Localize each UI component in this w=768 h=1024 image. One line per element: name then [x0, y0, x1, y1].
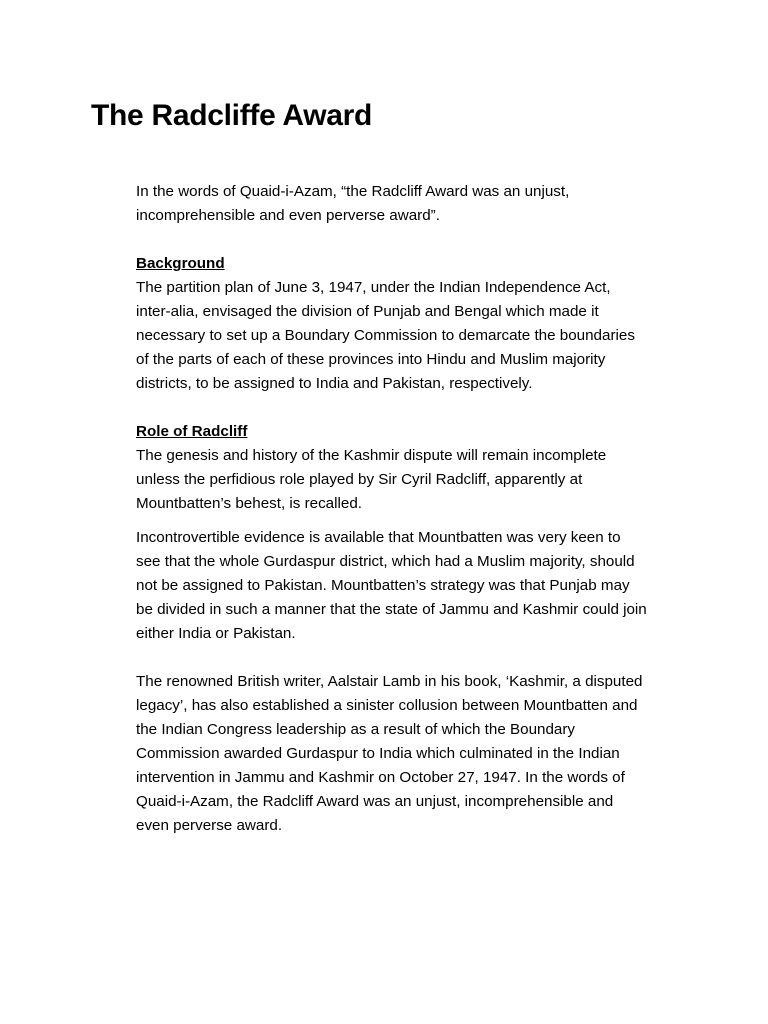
- text-line: either India or Pakistan.: [136, 625, 296, 642]
- text-line: not be assigned to Pakistan. Mountbatten’s strategy was that Punjab may: [136, 577, 630, 594]
- text-line: Mountbatten’s behest, is recalled.: [136, 495, 362, 512]
- text-line: unless the perfidious role played by Sir Cyril Radcliff, apparently at: [136, 471, 583, 488]
- text-line: legacy’, has also established a sinister collusion between Mountbatten and: [136, 697, 638, 714]
- text-line: Incontrovertible evidence is available that Mountbatten was very keen to: [136, 529, 621, 546]
- text-line: be divided in such a manner that the state of Jammu and Kashmir could join: [136, 601, 647, 618]
- role-paragraph-3: [136, 670, 696, 838]
- role-paragraph-1: [136, 444, 696, 516]
- text-line: even perverse award.: [136, 817, 283, 834]
- text-line: Quaid-i-Azam, the Radcliff Award was an unjust, incomprehensible and: [136, 793, 614, 810]
- text-line: necessary to set up a Boundary Commission to demarcate the boundaries: [136, 327, 635, 344]
- text-line: In the words of Quaid-i-Azam, “the Radcliff Award was an unjust,: [136, 183, 570, 200]
- text-line: the Indian Congress leadership as a result of which the Boundary: [136, 721, 576, 738]
- text-line: see that the whole Gurdaspur district, which had a Muslim majority, should: [136, 553, 635, 570]
- document-body: [136, 180, 696, 838]
- role-paragraph-2: [136, 526, 696, 646]
- section-heading-background: Background: [136, 255, 225, 272]
- page-title: The Radcliffe Award: [91, 99, 373, 132]
- text-line: The genesis and history of the Kashmir dispute will remain incomplete: [136, 447, 607, 464]
- background-paragraph: [136, 276, 696, 396]
- text-line: The renowned British writer, Aalstair Lamb in his book, ‘Kashmir, a disputed: [136, 673, 643, 690]
- intro-paragraph: [136, 180, 696, 228]
- text-line: inter-alia, envisaged the division of Punjab and Bengal which made it: [136, 303, 599, 320]
- text-line: The partition plan of June 3, 1947, under the Indian Independence Act,: [136, 279, 611, 296]
- section-heading-role: Role of Radcliff: [136, 423, 248, 440]
- text-line: incomprehensible and even perverse award”.: [136, 207, 440, 224]
- text-line: of the parts of each of these provinces into Hindu and Muslim majority: [136, 351, 606, 368]
- text-line: districts, to be assigned to India and Pakistan, respectively.: [136, 375, 533, 392]
- text-line: Commission awarded Gurdaspur to India which culminated in the Indian: [136, 745, 620, 762]
- text-line: intervention in Jammu and Kashmir on October 27, 1947. In the words of: [136, 769, 625, 786]
